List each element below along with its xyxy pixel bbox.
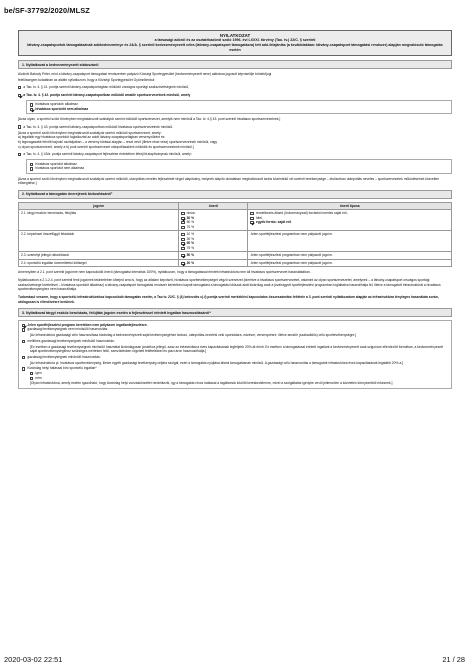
- usage-option-4-label: gazdasági tevékenységnek minősülő hasznosítás:: [27, 354, 101, 359]
- percent-option-label: 75 %: [186, 245, 195, 250]
- property-usage-options: [18, 320, 452, 388]
- checkbox-icon[interactable]: [181, 233, 184, 236]
- footer-page-number: 21 / 28: [442, 655, 465, 664]
- type-option-label: egyéb forrás: saját erő: [255, 220, 292, 225]
- own-contribution-note: Amennyiben a 2.1. pont szerinti jogcímre nem kapcsolódik önerő (támogatási intenzitás 100%), nyilatkozom, hogy a támogatással érintett infrastruktúra nem áll hivatásos sportszervezet használatában.: [18, 270, 311, 275]
- status-option-3[interactable]: [18, 125, 452, 130]
- percent-option[interactable]: [181, 253, 245, 258]
- usage-option-4[interactable]: [22, 355, 448, 360]
- usage-option-5b[interactable]: [30, 376, 448, 381]
- header-line-2: látvány-csapatsportok támogatásának adókedvezménye és 24/A. § szerinti kedvezményezett célra (látvány-csapatsport támogatásra) tett adó-felajánlás (a továbbiakban: látvány-csapatsport támogatási rendszer) alapján megvalósuló támogatás esetén: [27, 43, 443, 52]
- checkbox-checked-icon[interactable]: [181, 262, 184, 265]
- status-option-4[interactable]: [18, 152, 452, 157]
- percent-option-label: 50 %: [186, 241, 195, 246]
- usage-option-3[interactable]: [22, 339, 448, 344]
- checkbox-icon[interactable]: [30, 167, 33, 170]
- checkbox-icon[interactable]: [18, 86, 21, 89]
- usage-explanation-3: [Az infrastruktúra pl. hivatásos sporttevékenység, illetve egyéb gazdasági tevékenység céljára szolgál, ezért a támogatás nyújtása állami támogatásnak minősül. A gazdasági célú hasznosítás a támogatott infrastruktúra éves kapacitásának legalább 20%-a.]: [30, 360, 404, 365]
- usage-explanation-4: [Olyan infrastruktúra, amely esetén igazolható, hogy kizárólag helyi vonzáskörzettel rendelkezik, így a támogatás nincs hatással a tagállamok közötti kereskedelemre, mivel a szolgáltatás igénybe vevői jellemzően a közvetlen környezetből érkeznek.]: [30, 381, 393, 386]
- declaration-paragraph-2: Tudomásul veszem, hogy a sportcélú infrastruktúrához kapcsolódó támogatás esetén, a Tao tv. 22/C. § (4) bekezdés c)-f) pontja szerinti merkéklési kapcsolatos összeszámítás feltétele a 3. pont szerinti nyilatkozatom alapján az infrastruktúra tényleges használata során, utólagosan is ellenőrzésre kerülnek.: [18, 295, 439, 304]
- checkbox-icon[interactable]: [30, 163, 33, 166]
- status-explanation-1: [Azaz olyan, a sportról szóló törvényben meghatározott szabályok szerint működő sportszervezet, amelyik nem minősül a Tao. tv. 4.§ 43. pont szerinti hivatásos sportszervezetnek.]: [18, 117, 281, 122]
- status-option-1[interactable]: [18, 85, 452, 90]
- table-row: [19, 210, 452, 231]
- status-option-4-label: a Tao. tv. 4. § 43/a. pontja szerinti látvány-csapatsport fejlesztése érdekében létrejött alapítványnak minősül, amely:: [23, 152, 192, 157]
- status-option-1-label: a Tao. tv. 4. § 41. pontja szerinti látvány-csapatsportágban működő országos sportági szakszövetségnek minősül,: [23, 85, 189, 90]
- status-option-2[interactable]: [18, 93, 452, 98]
- usage-option-5-label: Kizárólag helyi hatással bíró sportcélú ingatlan⁵: [27, 366, 97, 371]
- row-percent-options: [179, 252, 248, 260]
- section-3-title: 3. Nyilatkozat tárgyi eszköz beruházás, felújítás jogcím esetén a fejlesztéssel érintett ingatlan hasznosításáról⁴: [18, 308, 452, 317]
- checkbox-icon[interactable]: [22, 356, 25, 359]
- checkbox-checked-icon[interactable]: [181, 242, 184, 245]
- checkbox-icon[interactable]: [22, 328, 25, 331]
- usage-option-1-label: Jelen sportfejlesztési program keretében nem pályázom ingatlanfejlesztésre.: [27, 322, 148, 327]
- status-option-4b-label: hivatásos sportolót nem alkalmaz: [35, 166, 85, 171]
- usage-option-2[interactable]: [22, 327, 448, 332]
- table-row: [19, 231, 452, 252]
- document-body: [18, 30, 452, 389]
- percent-option-label: 70 %: [186, 224, 195, 229]
- checkbox-icon[interactable]: [250, 212, 253, 215]
- row-legal-title: 2.3. személyi jellegű ráfordítások: [19, 252, 179, 260]
- status-option-2-suboptions: [26, 100, 452, 114]
- percent-option-label: 30 %: [186, 215, 195, 220]
- header-title: NYILATKOZAT: [219, 33, 251, 38]
- checkbox-icon[interactable]: [18, 153, 21, 156]
- percent-option-label: 20 %: [186, 260, 195, 265]
- section-1-intro-2: felelősségem tudatában az alábbi nyilatkozom, hogy a Községi Sportegyesület Gyömrőtenkut: [18, 77, 155, 82]
- type-option-label: rendelkezés állami (önkormányzati) forrásból mentes saját erő,: [255, 211, 348, 216]
- status-option-4a-label: hivatásos sportolót alkalmaz: [35, 161, 77, 166]
- radio-icon[interactable]: [30, 372, 33, 375]
- own-contribution-table: [18, 202, 452, 268]
- percent-option[interactable]: [181, 246, 245, 251]
- status-explanation-2-line-1: [Azaz a sportról szóló törvényben meghatározott szabályok szerint működő sportszervezet, amely:: [18, 130, 162, 135]
- checkbox-checked-icon[interactable]: [181, 254, 184, 257]
- document-id: be/SF-37792/2020/MLSZ: [4, 6, 90, 15]
- checkbox-checked-icon[interactable]: [22, 324, 25, 327]
- status-explanation-2: [18, 131, 452, 150]
- usage-explanation-1: [Az infrastruktúra gazdasági célú hasznosítása kizárólag a kedvezményezett saját tevékenységéhez tartozó, utánpótlás-nevelési célú sportolásra, edzésre, versenyzésre, illetve amatőr (szabadidős) célú sporttevékenységre.]: [30, 333, 357, 338]
- checkbox-icon[interactable]: [250, 217, 253, 220]
- section-2-title: 2. Nyilatkozat a támogatás önerejének biztosításáról²: [18, 190, 452, 199]
- usage-option-5b-label: nem: [35, 375, 42, 380]
- percent-option[interactable]: [181, 225, 245, 230]
- section-1-title: 1. Nyilatkozat a kedvezményezett státuszáról: [18, 60, 452, 69]
- status-option-3-label: a Tao. tv. 4. § 43. pontja szerinti látvány-csapatsportban működő hivatásos sportszervezetnek minősül.: [23, 124, 173, 129]
- checkbox-icon[interactable]: [30, 103, 33, 106]
- status-option-2b-label: hivatásos sportolót nem alkalmaz: [35, 106, 89, 111]
- status-option-4-suboptions: [26, 159, 452, 173]
- status-option-2a-label: hivatásos sportolót¹ alkalmaz: [35, 102, 78, 107]
- row-contribution-type: Jelen sportfejlesztési programban nem pályázott jogcím.: [248, 259, 452, 267]
- row-legal-title: 2.4. sportcélú ingatlan üzemeltetési költségei: [19, 259, 179, 267]
- percent-option-label: 50 %: [186, 253, 195, 258]
- status-option-2b[interactable]: [30, 107, 448, 112]
- row-legal-title: 2.1. tárgyi eszköz beruházás, felújítás: [19, 210, 179, 231]
- type-option-label: hitel,: [255, 215, 263, 220]
- checkbox-checked-icon[interactable]: [30, 108, 33, 111]
- usage-option-3-label: mellékes gazdasági tevékenységnek minősülő hasznosítás:: [27, 338, 115, 343]
- status-option-4b[interactable]: [30, 166, 448, 171]
- checkbox-checked-icon[interactable]: [18, 94, 21, 97]
- footer-timestamp: 2020-03-02 22:51: [4, 655, 63, 664]
- row-percent-options: [179, 210, 248, 231]
- percent-option-label: 30 %: [186, 236, 195, 241]
- status-explanation-2-line-2: a) legalább egy hivatásos sportolót foglalkoztat az adott látvány-csapatsportágban versenyzőként és: [18, 135, 165, 140]
- status-explanation-3: [Azaz a sportról szóló törvényben meghatározott szabályok szerint működő, utánpótlás nevelés fejlesztését végző alapítvány, melynek alapító okiratában meghatározott tartós közérdekű cél szerinti tevékenysége – elsősorban utánpótlás nevelés – sportszervezetek működésének közvetlen elősegítése.]: [18, 176, 440, 186]
- row-contribution-type: Jelen sportfejlesztési programban nem pályázott jogcím.: [248, 252, 452, 260]
- checkbox-icon[interactable]: [181, 247, 184, 250]
- row-percent-options: [179, 259, 248, 267]
- section-1-intro-1: Alulírott Bakody Péter, mint a látvány-csapatsport támogatási rendszerben pályázó Községi Sportegyesület (kedvezményezett neve) aláírásra jogosult képviselője büntetőjogi: [18, 71, 272, 76]
- percent-option[interactable]: [181, 261, 245, 266]
- checkbox-icon[interactable]: [22, 367, 25, 370]
- checkbox-checked-icon[interactable]: [181, 217, 184, 220]
- declaration-paragraph-1: Nyilatkozatom a 2.1-2.4. pont szerinti fenti jogcímek tekintetében kiterjed arra is, hogy az általam képviselt, hivatásos sporttevékenységet végző szervezet (ideértve a hivatásos sportszervezetet, valamint az olyan sportszervezetet, amelynek – a látvány-csapatsport országos sportági szakszövetsége kivételével – hivatásos sportolót alkalmaz) a látvány-csapatsport támogatási rendszer keretében kapott támogatást a támogatási időszak alatt kizárólag csak a jóváhagyott sportfejlesztési programban foglaltakra használhatja fel, illetve a támogatott infrastruktúrát a hivatásos sporttevékenységhez nem használhatja.: [18, 277, 441, 292]
- column-header-contribution-type: önerő típusa: [248, 202, 452, 210]
- checkbox-icon[interactable]: [22, 340, 25, 343]
- row-percent-options: [179, 231, 248, 252]
- column-header-own-contribution: önerő: [179, 202, 248, 210]
- usage-option-2-label: gazdasági tevékenységnek nem minősülő hasznosítás:: [27, 327, 109, 332]
- checkbox-icon[interactable]: [181, 221, 184, 224]
- row-legal-title: 2.2. képzéssel összefüggő feladatok: [19, 231, 179, 252]
- status-explanation-2-line-4: c) olyan sportszervezet, amely a b) pont szerinti sportszervezet utánpótlásaként működik és sportszervezetnek minősül.]: [18, 144, 194, 149]
- row-contribution-type: Jelen sportfejlesztési programban nem pályázott jogcím.: [248, 231, 452, 252]
- percent-option-label: 50 %: [186, 220, 195, 225]
- header-line-1: a társasági adóról és az osztalékadóról szóló 1996. évi LXXXI. törvény (Tao. tv.) 22/C. § szerinti: [154, 38, 316, 43]
- type-option[interactable]: [250, 220, 449, 225]
- table-row: [19, 252, 452, 260]
- percent-option-label: 10 %: [186, 232, 195, 237]
- status-explanation-2-line-3: b) legmagasabb felnőtt bajnoki osztályában – a verseny kiírásai alapján – részt vevő (illetve részt vesz) sportszervezetnek minősül, vagy: [18, 140, 218, 144]
- table-row: [19, 259, 452, 267]
- row-contribution-type: [248, 210, 452, 231]
- declaration-header: [18, 30, 452, 56]
- usage-option-5a-label: igen: [35, 371, 42, 376]
- usage-explanation-2: [Ez esetben a gazdasági tevékenységnek minősülő használat kizárólagosan járulékos jellegű, azaz az infrastruktúra éves kapacitásának legfeljebb 20%-át érinti. Ez esetben a támogatással érintett ingatlant a kedvezményezett csak szigorúan ellenőrzött formában, a kedvezményezett saját sporttevékenységéhez szükséges mértéken felül, szerződésben rögzített feltételekkel és piaci áron hasznosíthatja.]: [30, 344, 443, 354]
- status-option-2-label: a Tao. tv. 4. § 42. pontja szerinti látvány-csapatsportban működő amatőr sportszervezetnek minősül, amely: [23, 93, 191, 98]
- checkbox-icon[interactable]: [181, 226, 184, 229]
- checkbox-icon[interactable]: [18, 125, 21, 128]
- column-header-legal-title: jogcím: [19, 202, 179, 210]
- checkbox-checked-icon[interactable]: [250, 221, 253, 224]
- checkbox-icon[interactable]: [181, 212, 184, 215]
- table-header-row: [19, 202, 452, 210]
- radio-icon[interactable]: [30, 377, 33, 380]
- percent-option-label: nincs³: [186, 211, 196, 216]
- checkbox-icon[interactable]: [181, 238, 184, 241]
